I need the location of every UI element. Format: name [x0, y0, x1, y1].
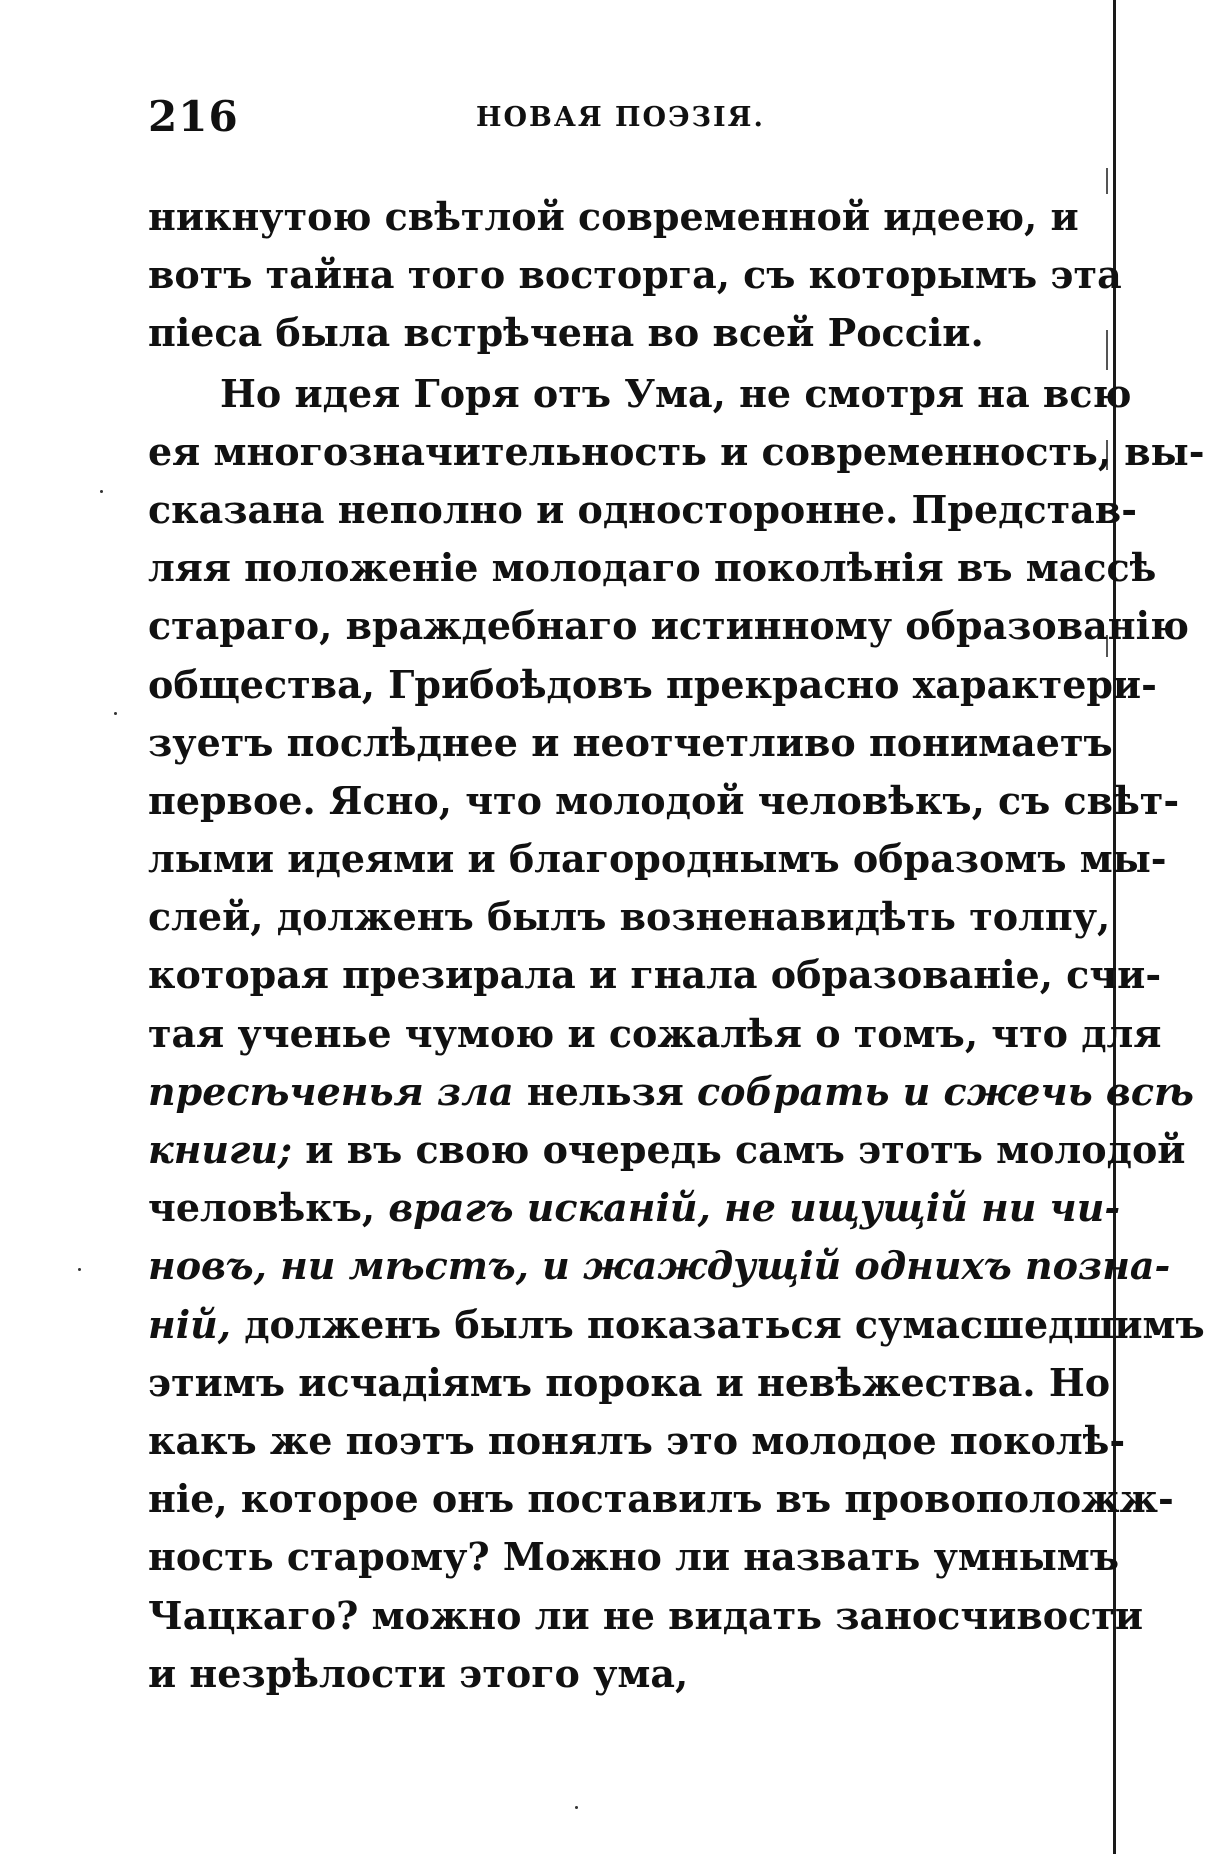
text-run: зуетъ послѣднее и неотчетливо понимаетъ	[148, 719, 1113, 765]
page-header	[148, 92, 1028, 152]
text-line	[148, 1412, 1126, 1470]
text-run: никнутою свѣтлой современной идеею, и	[148, 194, 1079, 239]
text-line	[148, 946, 1162, 1004]
text-run: вотъ тайна того восторга, съ которымъ эта	[148, 252, 1122, 298]
print-speck	[575, 1806, 578, 1809]
text-run: стараго, враждебнаго истинному образованію	[148, 603, 1190, 649]
text-run: долженъ былъ показаться сумасшедшимъ	[231, 1301, 1205, 1347]
text-run: нельзя	[513, 1068, 698, 1114]
text-line	[148, 1005, 1162, 1063]
print-speck	[78, 1268, 81, 1271]
running-title: НОВАЯ ПОЭЗІЯ.	[476, 102, 765, 133]
text-run: и незрѣлости этого ума,	[148, 1650, 689, 1696]
text-line	[148, 888, 1111, 946]
text-run: слей, долженъ былъ возненавидѣть толпу,	[148, 894, 1111, 940]
text-run: Чацкаго? можно ли не видать заносчивости	[148, 1592, 1144, 1638]
italic-text: новъ, ни мѣстъ, и жаждущій однихъ позна-	[148, 1243, 1171, 1289]
text-line	[148, 423, 1205, 481]
text-line	[148, 481, 1137, 539]
text-line	[148, 1237, 1171, 1295]
text-line	[148, 1645, 1036, 1703]
text-line	[148, 597, 1190, 655]
text-line	[148, 365, 1132, 423]
text-run: какъ же поэтъ понялъ это молодое поколѣ-	[148, 1417, 1126, 1463]
body-text	[148, 188, 1205, 1703]
text-run: этимъ исчадіямъ порока и невѣжества. Но	[148, 1359, 1111, 1405]
print-speck	[114, 712, 117, 715]
text-run: піеса была встрѣчена во всей Россіи.	[148, 310, 984, 356]
text-run: сказана неполно и одностороннe. Представ-	[148, 486, 1137, 532]
print-speck	[100, 490, 103, 493]
text-run: первое. Ясно, что молодой человѣкъ, съ свѣт-	[148, 777, 1180, 823]
text-line	[148, 656, 1157, 714]
text-line	[148, 1179, 1121, 1237]
italic-text: собрать и сжечь всѣ	[697, 1068, 1194, 1114]
italic-text: ній,	[148, 1301, 231, 1347]
text-line	[148, 714, 1113, 772]
text-line	[148, 246, 1122, 304]
text-line	[148, 772, 1180, 830]
text-run: лыми идеями и благороднымъ образомъ мы-	[148, 836, 1167, 882]
text-run: которая презирала и гнала образованіе, счи-	[148, 952, 1162, 998]
text-line	[148, 304, 1036, 362]
page-number: 216	[148, 92, 239, 141]
text-line	[148, 1587, 1144, 1645]
text-line	[148, 1121, 1186, 1179]
edge-mark	[1106, 168, 1108, 194]
text-run: ея многозначительность и современность, вы-	[148, 428, 1205, 474]
text-run: ніе, которое онъ поставилъ въ провоположж-	[148, 1476, 1174, 1522]
text-line	[148, 539, 1157, 597]
text-line	[148, 830, 1167, 888]
text-run: тая ученье чумою и сожалѣя о томъ, что для	[148, 1010, 1162, 1056]
text-line	[148, 1470, 1174, 1528]
text-run: человѣкъ,	[148, 1185, 389, 1231]
text-line	[148, 1528, 1119, 1586]
italic-text: врагъ исканій, не ищущій ни чи-	[388, 1185, 1121, 1231]
text-line	[148, 1296, 1205, 1354]
text-run: ляя положеніе молодаго поколѣнія въ массѣ	[148, 545, 1157, 591]
text-run: общества, Грибоѣдовъ прекрасно характери-	[148, 661, 1157, 707]
text-line	[148, 1354, 1111, 1412]
text-run: Но идея Горя отъ Ума, не смотря на всю	[220, 370, 1132, 416]
text-run: и въ свою очередь самъ этотъ молодой	[292, 1127, 1186, 1172]
text-run: ность старому? Можно ли назвать умнымъ	[148, 1534, 1119, 1580]
text-line	[148, 1063, 1194, 1121]
text-line	[148, 188, 1079, 246]
italic-text: пресѣченья зла	[148, 1068, 514, 1114]
italic-text: книги;	[148, 1127, 293, 1172]
